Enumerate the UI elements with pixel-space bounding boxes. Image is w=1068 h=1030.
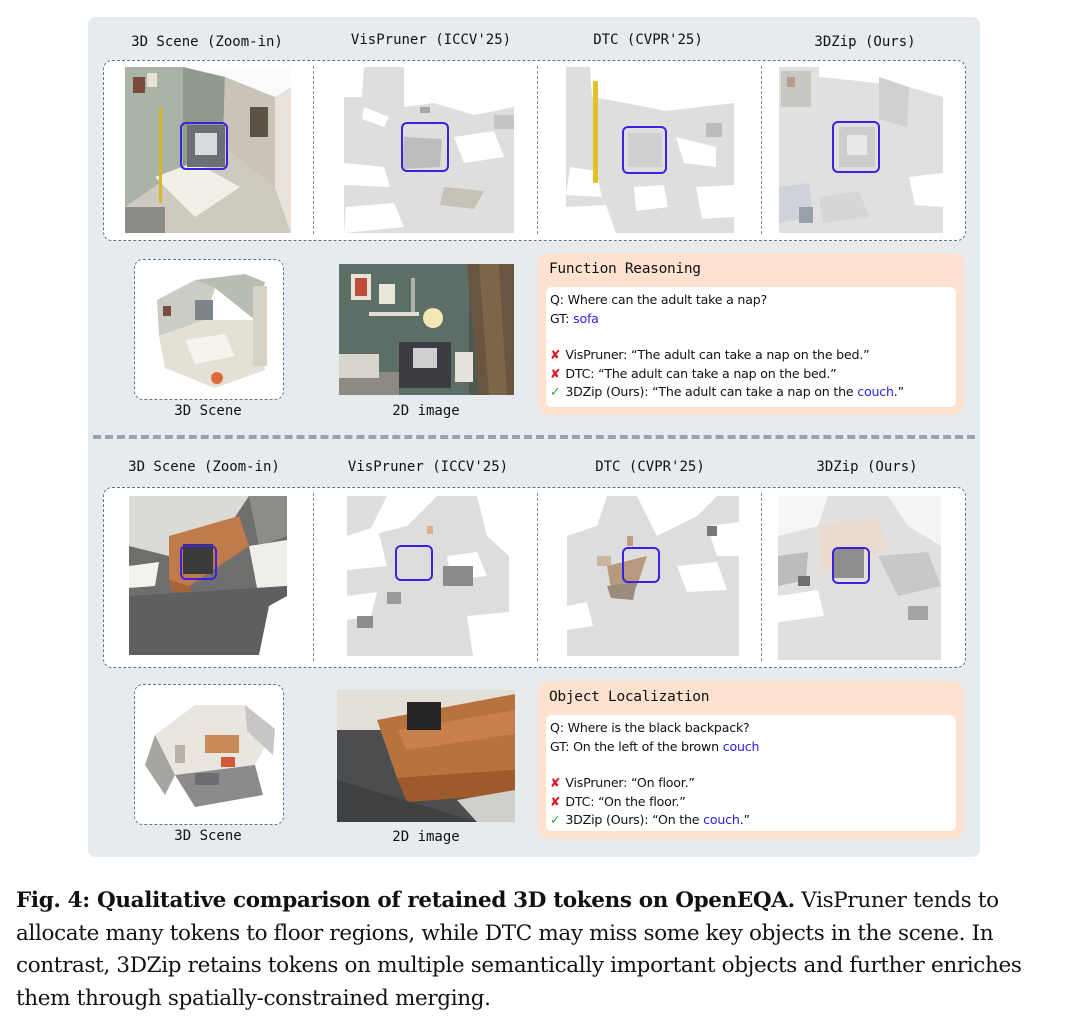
focus-box bbox=[180, 545, 217, 580]
answer-line: ✘ DTC: “On the floor.” bbox=[550, 793, 686, 809]
image-label: 2D image bbox=[392, 403, 460, 419]
column-header-dtc: DTC (CVPR'25) bbox=[595, 459, 705, 475]
check-icon: ✓ bbox=[550, 812, 561, 827]
column-header-3dzip: 3DZip (Ours) bbox=[816, 459, 918, 475]
qa-card-object-localization bbox=[538, 681, 964, 839]
ground-truth-line: GT: On the left of the brown couch bbox=[550, 738, 760, 754]
qa-card-body bbox=[546, 287, 956, 407]
column-header-zoom: 3D Scene (Zoom-in) bbox=[131, 34, 283, 50]
focus-box bbox=[395, 545, 433, 581]
wrong-icon: ✘ bbox=[550, 365, 561, 381]
caption-text: VisPruner tends to allocate many tokens to floor regions, while DTC may miss some key objects in the scene. In contrast, 3DZip retains tokens on multiple semantically important objects and further enriches them through spatially-constrained merging. bbox=[16, 888, 1022, 1011]
reference-2d-image bbox=[339, 264, 514, 395]
image-label: 2D image bbox=[392, 829, 460, 845]
focus-box bbox=[832, 547, 870, 584]
focus-box bbox=[401, 122, 449, 172]
qa-card-title: Function Reasoning bbox=[549, 261, 701, 277]
column-header-3dzip: 3DZip (Ours) bbox=[814, 34, 916, 50]
wrong-icon: ✘ bbox=[550, 793, 561, 809]
wrong-icon: ✘ bbox=[550, 775, 561, 790]
check-icon: ✓ bbox=[550, 384, 561, 399]
qa-card-title: Object Localization bbox=[549, 689, 710, 705]
wrong-icon: ✘ bbox=[550, 347, 561, 362]
figure-caption bbox=[16, 885, 1056, 1015]
section-divider bbox=[93, 435, 975, 439]
answer-line: ✓ 3DZip (Ours): “On the couch.” bbox=[550, 812, 750, 827]
column-header-vispruner: VisPruner (ICCV'25) bbox=[350, 32, 512, 48]
column-separator bbox=[537, 66, 538, 234]
scene-overview-thumbnail bbox=[134, 684, 284, 825]
column-separator bbox=[537, 493, 538, 661]
answer-line: ✘ VisPruner: “On floor.” bbox=[550, 775, 695, 790]
column-separator bbox=[313, 493, 314, 661]
ground-truth-line: GT: sofa bbox=[550, 310, 599, 326]
focus-box bbox=[180, 122, 228, 170]
column-header-zoom: 3D Scene (Zoom-in) bbox=[128, 459, 280, 475]
column-header-dtc: DTC (CVPR'25) bbox=[593, 32, 703, 48]
scene-label: 3D Scene bbox=[174, 403, 242, 419]
column-separator bbox=[313, 66, 314, 234]
answer-line: ✘ DTC: “The adult can take a nap on the bed.” bbox=[550, 365, 837, 381]
column-separator bbox=[761, 66, 762, 234]
column-header-vispruner: VisPruner (ICCV'25) bbox=[347, 459, 509, 475]
focus-box bbox=[622, 547, 660, 583]
focus-box bbox=[832, 121, 880, 173]
scene-overview-thumbnail bbox=[134, 259, 284, 400]
scene-label: 3D Scene bbox=[174, 828, 242, 844]
qa-card-function-reasoning bbox=[538, 253, 964, 415]
column-separator bbox=[761, 493, 762, 661]
caption-label: Fig. 4: Qualitative comparison of retained 3D tokens on OpenEQA. bbox=[16, 888, 795, 913]
answer-line: ✓ 3DZip (Ours): “The adult can take a nap on the couch.” bbox=[550, 384, 904, 399]
reference-2d-image bbox=[337, 690, 515, 822]
qa-card-body bbox=[546, 715, 956, 831]
question-line: Q: Where is the black backpack? bbox=[550, 720, 750, 735]
question-line: Q: Where can the adult take a nap? bbox=[550, 292, 767, 307]
answer-line: ✘ VisPruner: “The adult can take a nap on the bed.” bbox=[550, 347, 870, 362]
focus-box bbox=[622, 126, 667, 174]
